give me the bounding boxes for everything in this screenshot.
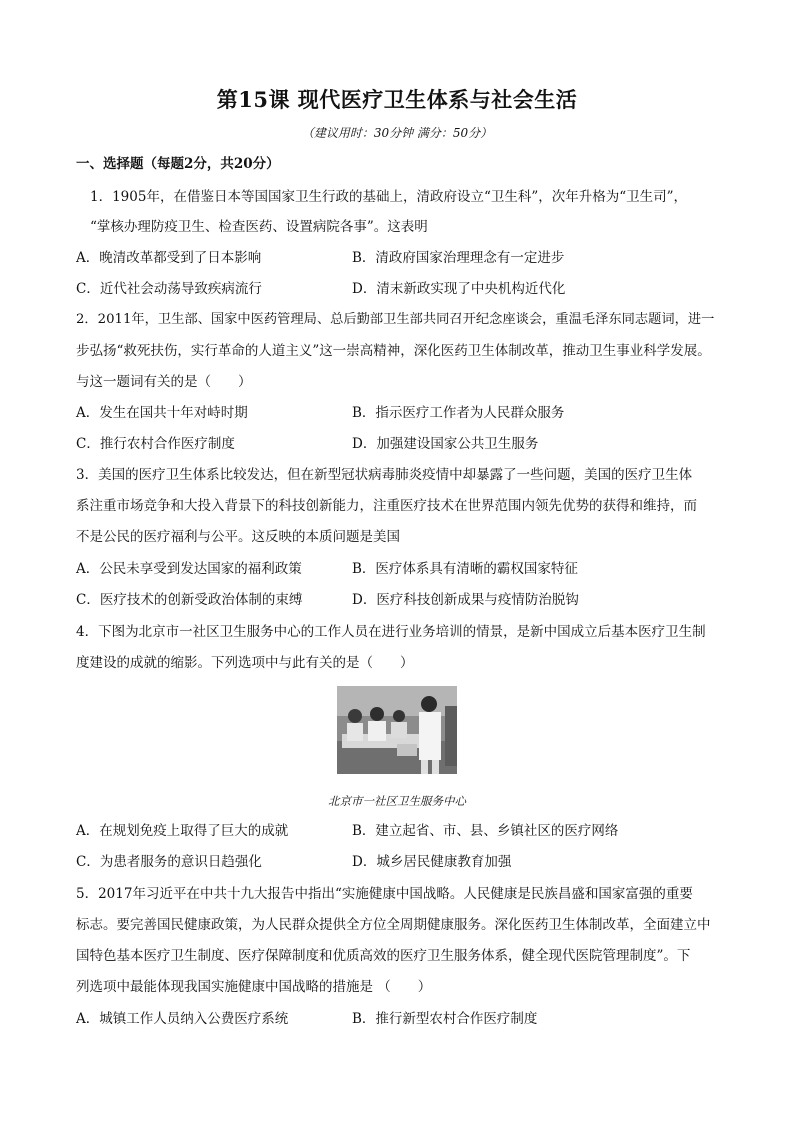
q1-option-c: C．近代社会动荡导致疾病流行: [76, 281, 262, 297]
q2-option-a: A．发生在国共十年对峙时期: [76, 405, 248, 421]
q5-option-a: A．城镇工作人员纳入公费医疗系统: [76, 1011, 289, 1027]
q4-stem-line2: 度建设的成就的缩影。下列选项中与此有关的是（ ）: [76, 655, 414, 671]
q3-option-d: D．医疗科技创新成果与疫情防治脱钩: [352, 592, 579, 608]
q5-stem-line4: 列选项中最能体现我国实施健康中国战略的措施是 （ ）: [76, 979, 432, 995]
q2-stem-line3: 与这一题词有关的是（ ）: [76, 374, 252, 390]
photo-illustration: [337, 686, 457, 774]
q1-stem-line1: 1．1905年，在借鉴日本等国国家卫生行政的基础上，清政府设立“卫生科”，次年升格为“卫生司”，: [90, 189, 688, 205]
q1-option-a: A．晚清改革都受到了日本影响: [76, 250, 262, 266]
q3-option-b: B．医疗体系具有清晰的霸权国家特征: [352, 561, 578, 577]
q1-option-b: B．清政府国家治理理念有一定进步: [352, 250, 565, 266]
q4-option-d: D．城乡居民健康教育加强: [352, 854, 512, 870]
page-title: 第15课 现代医疗卫生体系与社会生活: [216, 87, 578, 112]
q3-option-a: A．公民未享受到发达国家的福利政策: [76, 561, 302, 577]
section-heading: 一、选择题（每题2分，共20分）: [76, 156, 280, 172]
q5-stem-line1: 5．2017年习近平在中共十九大报告中指出“实施健康中国战略。人民健康是民族昌盛和国家富强的重要: [76, 886, 693, 902]
q2-stem-line2: 步弘扬“救死扶伤，实行革命的人道主义”这一崇高精神，深化医药卫生体制改革，推动卫生事业科学发展。: [76, 343, 711, 359]
q4-stem-line1: 4．下图为北京市一社区卫生服务中心的工作人员在进行业务培训的情景，是新中国成立后基本医疗卫生制: [76, 624, 706, 640]
community-health-center-photo: [337, 686, 457, 774]
q5-option-b: B．推行新型农村合作医疗制度: [352, 1011, 538, 1027]
q3-stem-line3: 不是公民的医疗福利与公平。这反映的本质问题是美国: [76, 529, 400, 545]
q3-stem-line1: 3．美国的医疗卫生体系比较发达，但在新型冠状病毒肺炎疫情中却暴露了一些问题，美国的医疗卫生体: [76, 467, 693, 483]
q3-option-c: C．医疗技术的创新受政治体制的束缚: [76, 592, 303, 608]
q5-stem-line3: 国特色基本医疗卫生制度、医疗保障制度和优质高效的医疗卫生服务体系，健全现代医院管理制度”。下: [76, 948, 691, 964]
q1-option-d: D．清末新政实现了中央机构近代化: [352, 281, 566, 297]
q4-option-a: A．在规划免疫上取得了巨大的成就: [76, 823, 289, 839]
photo-caption: 北京市一社区卫生服务中心: [328, 794, 466, 808]
q2-stem-line1: 2．2011年，卫生部、国家中医药管理局、总后勤部卫生部共同召开纪念座谈会，重温毛泽东同志题词，进一: [76, 312, 715, 327]
q2-option-d: D．加强建设国家公共卫生服务: [352, 436, 539, 452]
q5-stem-line2: 标志。要完善国民健康政策，为人民群众提供全方位全周期健康服务。深化医药卫生体制改革，全面建立中: [76, 917, 711, 933]
q1-stem-line2: “掌核办理防疫卫生、检查医药、设置病院各事”。这表明: [90, 219, 428, 235]
q3-stem-line2: 系注重市场竞争和大投入背景下的科技创新能力，注重医疗技术在世界范围内领先优势的获得和维持，而: [76, 498, 697, 514]
q4-option-b: B．建立起省、市、县、乡镇社区的医疗网络: [352, 823, 619, 839]
q4-option-c: C．为患者服务的意识日趋强化: [76, 854, 262, 870]
page-subtitle: （建议用时：30分钟 满分：50分）: [301, 126, 493, 140]
q2-option-b: B．指示医疗工作者为人民群众服务: [352, 405, 565, 421]
q2-option-c: C．推行农村合作医疗制度: [76, 436, 235, 452]
